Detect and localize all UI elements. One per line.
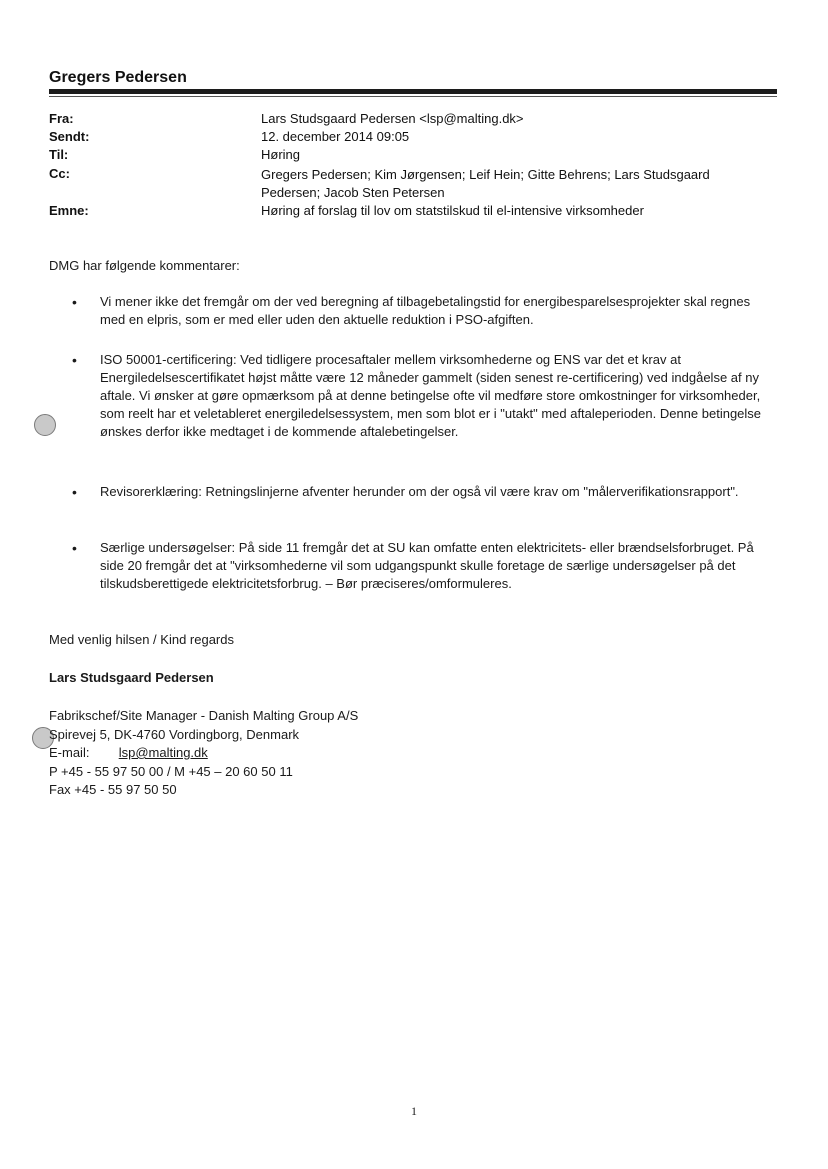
header-rule-thin bbox=[49, 96, 777, 97]
signature-email-row bbox=[49, 744, 208, 762]
email-link[interactable]: lsp@malting.dk bbox=[118, 745, 208, 760]
signature-title: Fabrikschef/Site Manager - Danish Malting Group A/S bbox=[49, 708, 359, 723]
list-item-text: ISO 50001-certificering: Ved tidligere procesaftaler mellem virksomhederne og ENS var det et krav at Energiledelsescertifikatet højst måtte være 12 måneder gammelt (siden senest re-certificering) ved indgåelse af ny aftale. Vi ønsker at gøre opmærksom på at denne betingelse ofte vil medføre store omkostninger for virksomheder, som reelt har et veletableret energiledelsessystem, men som blot er i "utakt" med aftaleperioden. Denne betingelse ønskes derfor ikke medtaget i de kommende aftalebetingelser. bbox=[100, 352, 762, 439]
subject-value: Høring af forslag til lov om statstilskud til el-intensive virksomheder bbox=[261, 203, 644, 218]
email-label: E-mail: bbox=[49, 745, 90, 760]
punch-hole-mark bbox=[34, 414, 56, 436]
from-value: Lars Studsgaard Pedersen <lsp@malting.dk> bbox=[261, 111, 524, 126]
to-label: Til: bbox=[49, 147, 69, 162]
sender-name: Gregers Pedersen bbox=[49, 69, 187, 86]
signature-address: Spirevej 5, DK-4760 Vordingborg, Denmark bbox=[49, 727, 300, 742]
list-item-text: Særlige undersøgelser: På side 11 fremgår det at SU kan omfatte enten elektricitets- eller brændselsforbruget. På side 20 fremgår det at "virksomhederne vil som udgangspunkt skulle foretage de særlige undersøgelser på det tilskudsberettigede elektricitetsforbrug. – Bør præciseres/omformuleres. bbox=[100, 540, 754, 591]
list-item-text: Vi mener ikke det fremgår om der ved beregning af tilbagebetalingstid for energibesparelsesprojekter skal regnes med en elpris, som er med eller uden den aktuelle reduktion i PSO-afgiften. bbox=[100, 294, 751, 327]
signature-name: Lars Studsgaard Pedersen bbox=[49, 670, 214, 685]
bullet-marker: • bbox=[72, 540, 77, 556]
subject-label: Emne: bbox=[49, 203, 89, 218]
signature-fax: Fax +45 - 55 97 50 50 bbox=[49, 782, 177, 797]
list-item-text: Revisorerklæring: Retningslinjerne afventer herunder om der også vil være krav om "målerverifikationsrapport". bbox=[100, 484, 739, 499]
sent-label: Sendt: bbox=[49, 129, 90, 144]
cc-label: Cc: bbox=[49, 166, 70, 181]
intro-text: DMG har følgende kommentarer: bbox=[49, 258, 240, 273]
cc-value: Gregers Pedersen; Kim Jørgensen; Leif Hein; Gitte Behrens; Lars Studsgaard Pedersen; Jacob Sten Petersen bbox=[261, 167, 710, 200]
sent-value: 12. december 2014 09:05 bbox=[261, 129, 410, 144]
bullet-marker: • bbox=[72, 484, 77, 500]
bullet-marker: • bbox=[72, 294, 77, 310]
closing-text: Med venlig hilsen / Kind regards bbox=[49, 632, 234, 647]
header-rule-thick bbox=[49, 89, 777, 94]
page-number: 1 bbox=[411, 1104, 417, 1118]
from-label: Fra: bbox=[49, 111, 74, 126]
to-value: Høring bbox=[261, 147, 301, 162]
signature-phone: P +45 - 55 97 50 00 / M +45 – 20 60 50 11 bbox=[49, 764, 293, 779]
bullet-marker: • bbox=[72, 352, 77, 368]
